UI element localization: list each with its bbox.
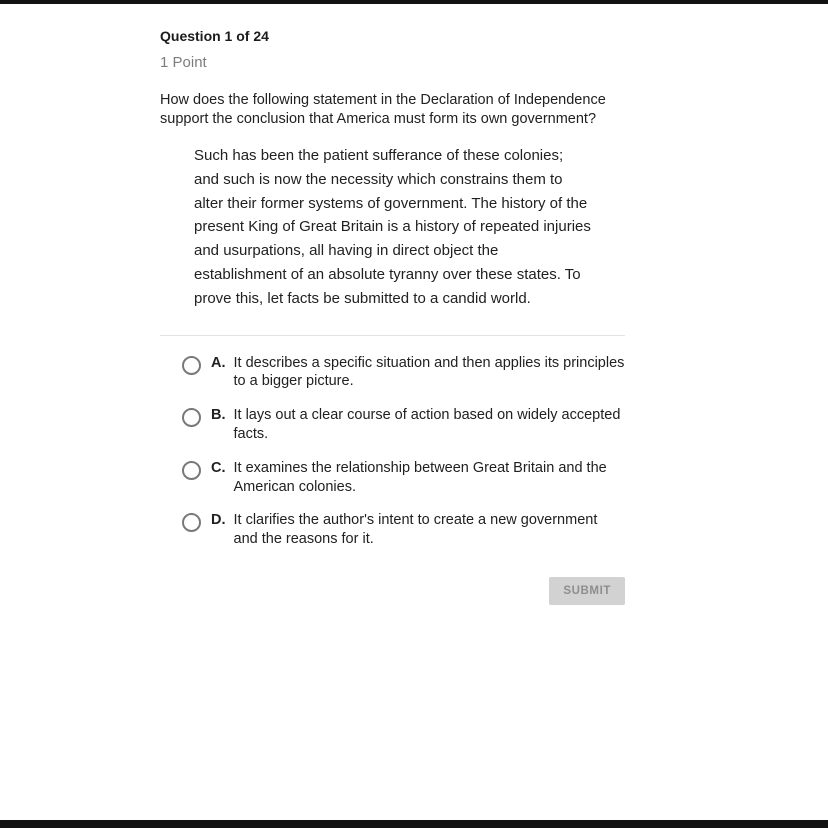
question-counter: Question 1 of 24 [160, 28, 269, 44]
option-letter-a: A. [211, 354, 226, 371]
question-panel [160, 28, 625, 605]
radio-button-d[interactable] [182, 513, 201, 532]
radio-button-b[interactable] [182, 408, 201, 427]
answer-option-a[interactable] [160, 354, 625, 392]
answer-option-b[interactable] [160, 406, 625, 444]
submit-row [160, 577, 625, 605]
option-letter-d: D. [211, 512, 226, 529]
answer-options [160, 354, 625, 549]
option-letter-b: B. [211, 407, 226, 424]
radio-button-c[interactable] [182, 461, 201, 480]
submit-button[interactable]: SUBMIT [549, 577, 625, 605]
divider [160, 335, 625, 336]
radio-button-a[interactable] [182, 356, 201, 375]
question-prompt: How does the following statement in the Declaration of Independence support the conclusion that America must form its own government? [160, 92, 606, 127]
question-points: 1 Point [160, 54, 207, 71]
bottom-border-bar [0, 820, 828, 828]
option-text-b: It lays out a clear course of action based on widely accepted facts. [233, 407, 621, 442]
option-letter-c: C. [211, 459, 226, 476]
answer-option-d[interactable] [160, 511, 625, 549]
option-text-d: It clarifies the author's intent to create a new government and the reasons for it. [233, 512, 598, 548]
top-border-bar [0, 0, 828, 4]
question-quote-block: Such has been the patient sufferance of these colonies; and such is now the necessity which constrains them to alter their former systems of government. The history of the present King of Great Britain is a history of repeated injuries and usurpations, all having in direct object the establishment of an absolute tyranny over these states. To prove this, let facts be submitted to a candid world. [194, 147, 591, 307]
option-text-c: It examines the relationship between Great Britain and the American colonies. [233, 459, 607, 495]
answer-option-c[interactable] [160, 459, 625, 497]
option-text-a: It describes a specific situation and then applies its principles to a bigger picture. [233, 354, 625, 390]
